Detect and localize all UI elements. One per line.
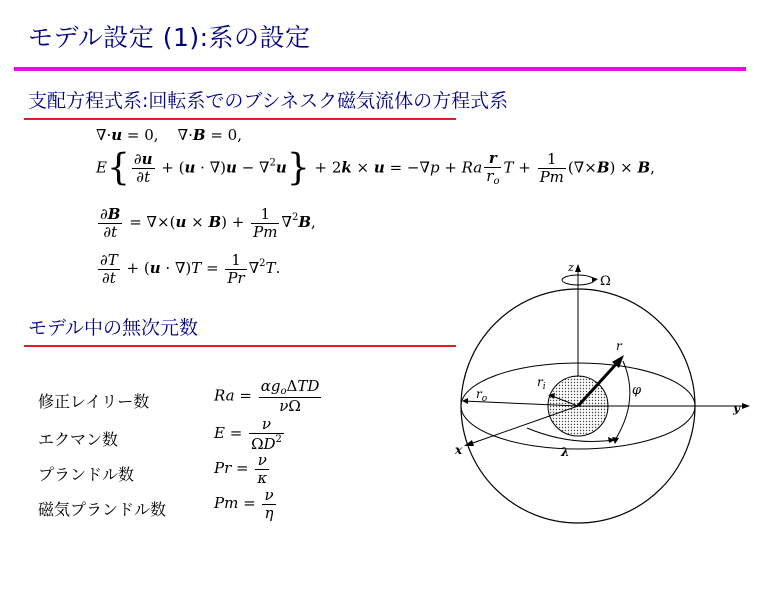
param-formula-magnetic-prandtl: Pm = $\frac{\nu}{\eta}$: [214, 486, 274, 522]
param-label-magnetic-prandtl: 磁気プランドル数: [38, 500, 167, 519]
lambda-label: λ: [561, 445, 570, 459]
latitude-arc: [615, 361, 630, 440]
param-formula-rayleigh: Ra = $\frac{\alpha g_o\Delta TD}{\nu\Omega}$: [214, 377, 320, 415]
r-label: r: [616, 339, 622, 353]
ro-label: r: [476, 387, 482, 401]
equation-divergence: ∇·u = 0, ∇·B = 0,: [96, 126, 242, 144]
param-label-rayleigh: 修正レイリー数: [38, 392, 150, 411]
spherical-shell-diagram: [455, 255, 765, 575]
section-divider-equations: [24, 118, 456, 120]
section-heading-parameters: モデル中の無次元数: [28, 317, 199, 339]
equation-induction: $\frac{\partial B}{\partial t}$ = ∇×(u × B) + $\frac{1}{Pm}$ ∇$^2$B,: [100, 205, 316, 241]
ri-sub-label: i: [542, 382, 546, 392]
param-label-ekman: エクマン数: [38, 430, 119, 449]
equation-momentum: E{ $\frac{\partial u}{\partial t}$ + (u · ∇)u − ∇$^2$u} + 2k × u = −∇p + Ra $\frac{r}{r_o}$ T + $\frac{1}{Pm}$ (∇×B) × B,: [96, 147, 655, 189]
section-divider-parameters: [24, 345, 456, 347]
slide-title: モデル設定 (1):系の設定: [28, 23, 311, 52]
y-axis-label: y: [733, 401, 740, 415]
phi-label: φ: [632, 383, 642, 398]
z-axis-label: z: [568, 261, 574, 274]
omega-label: Ω: [600, 274, 611, 289]
param-formula-ekman: E = $\frac{\nu}{\Omega D^2}$: [214, 415, 282, 453]
title-divider: [14, 67, 746, 71]
ro-sub-label: o: [481, 394, 488, 404]
equation-heat: $\frac{\partial T}{\partial t}$ + (u · ∇)T = $\frac{1}{Pr}$ ∇$^2$T.: [100, 251, 281, 287]
param-label-prandtl: プランドル数: [38, 465, 135, 484]
x-axis-label: x: [455, 443, 463, 457]
ri-label: r: [537, 375, 543, 389]
param-formula-prandtl: Pr = $\frac{\nu}{\kappa}$: [214, 451, 268, 487]
section-heading-equations: 支配方程式系:回転系でのブシネスク磁気流体の方程式系: [28, 90, 509, 112]
svg-text:ri: [537, 375, 546, 392]
